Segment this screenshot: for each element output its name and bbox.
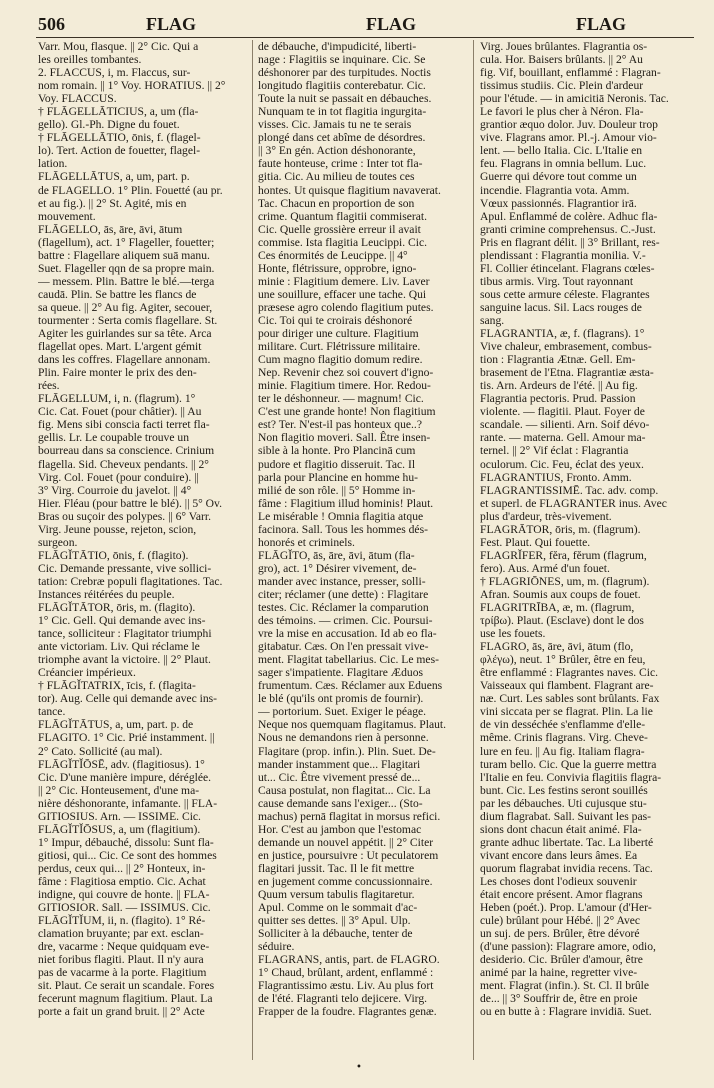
text-line: pas de vacarme à la porte. Flagitium — [38, 966, 207, 980]
text-line: Cic. Quelle grossière erreur il avait — [258, 222, 421, 236]
text-line: pudore et flagitio disseruit. Tac. Il — [258, 457, 416, 471]
page-number: 506 — [38, 14, 65, 34]
text-line: gitiosi, qui... Cic. Ce sont des hommes — [38, 848, 217, 862]
text-line: fig. Vif, bouillant, enflammé : Flagran- — [480, 66, 661, 80]
text-line: FLAGRANTIA, æ, f. (flagrans). 1° — [480, 327, 645, 341]
header-rule — [36, 37, 694, 38]
text-line: Heben (poét.). Prop. L'amour (d'Her- — [480, 901, 652, 915]
text-line: fig. Mens sibi conscia facti terret fla- — [38, 418, 210, 432]
text-line: φλέγω), neut. 1° Brûler, être en feu, — [480, 653, 646, 667]
text-line: Cic. D'une manière impure, déréglée. — [38, 770, 212, 784]
text-line: niet foribus flagiti. Plaut. Il n'y aura — [38, 953, 204, 967]
column-divider — [473, 40, 474, 1060]
text-line: FLAGRANS, antis, part. de FLAGRO. — [258, 953, 440, 967]
text-line: pour l'étude. — in amicitiā Neronis. Tac. — [480, 92, 669, 106]
text-line: pour diriger une culture. Flagitium — [258, 327, 419, 341]
text-line: rées. — [38, 379, 60, 393]
text-line: Varr. Mou, flasque. || 2° Cic. Qui a — [38, 40, 199, 53]
text-line: des témoins. — crimen. Cic. Poursui- — [258, 614, 433, 628]
text-line: Les choses dont l'odieux souvenir — [480, 875, 637, 888]
text-line: FLĀGELLUM, i, n. (flagrum). 1° — [38, 392, 196, 406]
text-line: vre la mise en accusation. Id ab eo fla- — [258, 627, 437, 641]
text-column-3 — [480, 40, 686, 1019]
text-line: Non flagitio moveri. Sall. Être insen- — [258, 431, 431, 445]
text-line: GITIOSIOR. Sall. — ISSIMUS. Cic. — [38, 901, 211, 915]
text-line: GITIOSIUS. Arn. — ISSIME. Cic. — [38, 809, 201, 823]
text-line: par les débauches. Uti cujusque stu- — [480, 796, 647, 810]
text-line: hontes. Ut quisque flagitium navaverat. — [258, 183, 441, 197]
text-line: milié de son rôle. || 5° Homme in- — [258, 483, 416, 497]
text-line: commise. Ista flagitia Leucippi. Cic. — [258, 235, 428, 249]
text-line: Frapper de la foudre. Flagrantes genæ. — [258, 1005, 437, 1019]
text-line: incendie. Flagrantia vota. Amm. — [480, 183, 630, 197]
text-line: rante. — materna. Gell. Amour ma- — [480, 431, 646, 445]
text-line: sous cette armure céleste. Flagrantes — [480, 287, 650, 301]
text-line: tance. — [38, 705, 66, 719]
text-line: fero). Aus. Armé d'un fouet. — [480, 561, 610, 575]
text-line: † FLĀGĬTATRIX, īcis, f. (flagita- — [38, 679, 196, 693]
text-column-1 — [38, 40, 244, 1019]
text-line: lure en feu. || Au fig. Italiam flagra- — [480, 744, 645, 758]
text-line: scandale. — silienti. Arn. Soif dévo- — [480, 418, 650, 432]
text-line: cule) brûlant pour Hébé. || 2° Avec — [480, 914, 641, 928]
text-line: τρίβω). Plaut. (Esclave) dont le dos — [480, 614, 644, 628]
text-line: cause demande sans l'exiger... (Sto- — [258, 796, 423, 810]
text-line: Virg. Joues brûlantes. Flagrantia os- — [480, 40, 648, 53]
text-line: visses. Cic. Jamais tu ne te serais — [258, 118, 412, 132]
text-line: Hor. C'est au jambon que l'estomac — [258, 822, 422, 836]
text-line: gitia. Cic. Au milieu de toutes ces — [258, 170, 415, 184]
text-line: quitter ses dettes. || 3° Apul. Ulp. — [258, 914, 411, 928]
text-line: FLĀGELLO, ās, āre, āvi, ātum — [38, 222, 183, 236]
text-line: dans les coffres. Flagellare annonam. — [38, 353, 211, 367]
text-line: ou en butte à : Flagrare invidiā. Suet. — [480, 1005, 652, 1019]
text-line: demande un nouvel appétit. || 2° Citer — [258, 835, 434, 849]
text-line: violente. — flagitii. Plaut. Foyer de — [480, 405, 645, 419]
text-line: Fest. Plaut. Qui fouette. — [480, 535, 591, 549]
text-line: † FLĀGELLĀTICIUS, a, um (fla- — [38, 105, 199, 119]
header-word-left: FLAG — [146, 14, 197, 34]
text-line: Solliciter à la débauche, tenter de — [258, 927, 413, 941]
text-line: tation: Crebræ populi flagitationes. Tac. — [38, 574, 223, 588]
text-line: citer; réclamer (une dette) : Flagitare — [258, 587, 429, 601]
text-line: clamation bruyante; par ext. esclan- — [38, 927, 204, 941]
text-line: en jugement comme concussionnaire. — [258, 875, 433, 888]
text-line: vivant encore dans leurs âmes. Ea — [480, 848, 638, 862]
text-line: triomphe avant la victoire. || 2° Plaut. — [38, 653, 211, 667]
text-line: battre : Flagellare aliquem suā manu. — [38, 248, 210, 262]
text-line: de vin desséchée s'enflamme d'elle- — [480, 718, 646, 732]
text-line: FLĀGĬTĀTUS, a, um, part. p. de — [38, 718, 194, 732]
text-line: dre, vacarme : Neque quidquam eve- — [38, 940, 210, 954]
text-line: indigne, qui couvre de honte. || FLA- — [38, 888, 210, 902]
text-line: Vive chaleur, embrasement, combus- — [480, 340, 652, 354]
text-line: minie : Flagitium demere. Liv. Laver — [258, 274, 430, 288]
text-line: tissimus studiis. Cic. Plein d'ardeur — [480, 79, 644, 93]
text-line: honorés et criminels. — [258, 535, 355, 549]
text-line: de l'été. Flagranti telo dejicere. Virg. — [258, 992, 428, 1006]
text-line: lo). Tert. Action de fouetter, flagel- — [38, 144, 201, 158]
text-line: et au fig.). || 2° St. Agité, mis en — [38, 196, 187, 210]
text-line: plendissant : Flagrantia monilia. V.- — [480, 248, 646, 262]
text-line: machus) pernā flagitat in morsus refici. — [258, 809, 441, 823]
text-line: mouvement. — [38, 209, 96, 223]
text-line: faute honteuse, crime : Inter tot fla- — [258, 157, 423, 171]
text-line: ment. Flagrat (infin.). St. Cl. Il brûle — [480, 979, 650, 993]
text-line: fâme : Flagitiosa emptio. Cic. Achat — [38, 875, 206, 888]
text-line: 3° Virg. Courroie du javelot. || 4° — [38, 483, 192, 497]
text-line: lation. — [38, 157, 68, 171]
header-word-center: FLAG — [366, 14, 417, 34]
text-line: parla pour Plancine en homme hu- — [258, 470, 419, 484]
text-line: FLAGRĀTOR, ōris, m. (flagrum). — [480, 522, 641, 536]
text-line: ment. Flagitat tabellarius. Cic. Le mes- — [258, 653, 439, 667]
text-line: quorum flagrabat invidia recens. Tac. — [480, 861, 653, 875]
text-line: FLAGRANTIUS, Fronto. Amm. — [480, 470, 632, 484]
text-line: Bras ou suçoir des polypes. || 6° Varr. — [38, 509, 211, 523]
text-line: nom romain. || 1° Voy. HORATIUS. || 2° — [38, 79, 226, 93]
text-line: caudā. Plin. Se battre les flancs de — [38, 287, 197, 301]
text-line: gello). Gl.-Ph. Digne du fouet. — [38, 118, 180, 132]
text-line: perdus, ceux qui... || 2° Honteux, in- — [38, 861, 206, 875]
header-word-right: FLAG — [576, 14, 627, 34]
text-line: † FLAGRIŌNES, um, m. (flagrum). — [480, 574, 650, 588]
text-line: longitudo flagitiis conterebatur. Cic. — [258, 79, 426, 93]
text-line: gro), act. 1° Désirer vivement, de- — [258, 561, 417, 575]
text-line: oculorum. Cic. Feu, éclat des yeux. — [480, 457, 644, 471]
text-line: était encore présent. Amor flagrans — [480, 888, 643, 902]
text-line: FLĀGĬTĬŌSUS, a, um (flagitium). — [38, 822, 201, 836]
text-line: Nunquam te in tot flagitia ingurgita- — [258, 105, 427, 119]
text-line: Apul. Enflammé de colère. Adhuc fla- — [480, 209, 658, 223]
text-line: FLAGRANTISSIMĒ. Tac. adv. comp. — [480, 483, 659, 497]
text-line: fâme : Flagitium illud hominis! Plaut. — [258, 496, 434, 510]
text-line: FLAGRĬFER, fĕra, fĕrum (flagrum, — [480, 548, 647, 562]
text-line: ante victoriam. Liv. Qui réclame le — [38, 640, 200, 654]
text-line: (d'une passion): Flagrare amore, odio, — [480, 940, 656, 954]
text-line: Plin. Faire monter le prix des den- — [38, 366, 197, 380]
text-line: dium flagrabat. Sall. Suivant les pas- — [480, 809, 651, 823]
text-line: Vœux passionnés. Flagrantior irā. — [480, 196, 637, 210]
column-divider — [252, 40, 253, 1060]
text-line: Voy. FLACCUS. — [38, 92, 117, 106]
text-line: cula. Hor. Baisers brûlants. || 2° Au — [480, 53, 643, 67]
text-line: Vaisseaux qui flambent. Flagrant are- — [480, 679, 654, 693]
text-line: bunt. Cic. Les festins seront souillés — [480, 783, 648, 797]
text-line: 1° Impur, débauché, dissolu: Sunt fla- — [38, 835, 214, 849]
text-line: Pris en flagrant délit. || 3° Brillant, res- — [480, 235, 660, 249]
text-line: ut... Cic. Être vivement pressé de... — [258, 770, 421, 784]
text-line: testes. Cic. Réclamer la comparution — [258, 601, 429, 615]
text-line: 2. FLACCUS, i, m. Flaccus, sur- — [38, 66, 191, 80]
text-line: — messem. Plin. Battre le blé.—terga — [38, 274, 215, 288]
text-line: granti crimine comprehensus. C.-Just. — [480, 222, 656, 236]
text-line: de FLAGELLO. 1° Plin. Fouetté (au pr. — [38, 183, 223, 197]
text-line: Virg. Col. Fouet (pour conduire). || — [38, 470, 199, 484]
text-line: grantior æquo dolor. Juv. Douleur trop — [480, 118, 658, 132]
text-column-2 — [258, 40, 464, 1019]
text-line: næ. Curt. Les sables sont brûlants. Fax — [480, 692, 660, 706]
text-line: brasement de l'Etna. Flagrantiæ æsta- — [480, 366, 654, 380]
text-line: flagitari jussit. Tac. Il le fit mettre — [258, 861, 415, 875]
page-header — [38, 14, 694, 38]
text-line: sang. — [480, 313, 505, 327]
text-line: sanguine lacus. Sil. Lacs rouges de — [480, 300, 642, 314]
text-line: FLĀGELLĀTUS, a, um, part. p. — [38, 170, 190, 184]
text-line: plongé dans cet abîme de désordres. — [258, 131, 426, 145]
text-line: Honte, flétrissure, opprobre, igno- — [258, 261, 417, 275]
text-line: Virg. Jeune pousse, rejeton, scion, — [38, 522, 197, 536]
text-line: 2° Cato. Sollicité (au mal). — [38, 744, 163, 758]
text-line: de débauche, d'impudicité, liberti- — [258, 40, 417, 53]
text-line: vini siccata per se flagrat. Plin. La lie — [480, 705, 653, 719]
text-line: vive. Flagrans amor. Pl.-j. Amour vio- — [480, 131, 657, 145]
text-line: mander instamment que... Flagitari — [258, 757, 421, 771]
text-line: militare. Curt. Flétrissure militaire. — [258, 340, 421, 354]
text-line: porte a fait un grand bruit. || 2° Acte — [38, 1005, 205, 1019]
text-line: Flagrantissimo æstu. Liv. Au plus fort — [258, 979, 434, 993]
text-line: FLĀGĬTĬŌSĒ, adv. (flagitiosus). 1° — [38, 757, 205, 771]
text-line: † FLĀGELLĀTIO, ōnis, f. (flagel- — [38, 131, 201, 145]
text-line: Causa postulat, non flagitat... Cic. La — [258, 783, 431, 797]
text-line: Afran. Soumis aux coups de fouet. — [480, 587, 641, 601]
text-line: ter le déshonneur. — magnum! Cic. — [258, 392, 424, 406]
text-line: Quum versum tabulis flagitaretur. — [258, 888, 415, 902]
text-line: Cic. Toi qui te croirais déshonoré — [258, 313, 413, 327]
text-line: use les fouets. — [480, 627, 546, 641]
text-line: plus d'ardeur, très-vivement. — [480, 509, 612, 523]
text-line: Tac. Chacun en proportion de son — [258, 196, 415, 210]
text-line: être enflammé : Flagrantes naves. Cic. — [480, 666, 659, 680]
text-line: 1° Cic. Gell. Qui demande avec ins- — [38, 614, 206, 628]
text-line: Toute la nuit se passait en débauches. — [258, 92, 432, 106]
text-line: FLĀGĬTĀTIO, ōnis, f. (flagito). — [38, 548, 189, 562]
text-line: lent. — bello Italia. Cic. L'Italie en — [480, 144, 643, 158]
text-line: déshonorer par des turpitudes. Noctis — [258, 66, 431, 80]
text-line: (flagellum), act. 1° Flageller, fouetter; — [38, 235, 215, 249]
text-line: grante adhuc libertate. Tac. La liberté — [480, 835, 654, 849]
text-line: Apul. Comme on le sommait d'ac- — [258, 901, 418, 915]
text-line: tion : Flagrantia Ætnæ. Gell. Em- — [480, 353, 636, 367]
text-line: || 2° Cic. Honteusement, d'une ma- — [38, 783, 200, 797]
text-line: de... || 3° Souffrir de, être en proie — [480, 992, 638, 1006]
text-line: tourmenter : Serta comis flagellare. St. — [38, 313, 218, 327]
text-line: turam bello. Cic. Que la guerre mettra — [480, 757, 657, 771]
text-line: même. Crinis flagrans. Virg. Cheve- — [480, 731, 648, 745]
text-line: mander avec instance, presser, solli- — [258, 574, 426, 588]
text-line: sa queue. || 2° Au fig. Agiter, secouer, — [38, 300, 213, 314]
text-line: tor). Aug. Celle qui demande avec ins- — [38, 692, 218, 706]
text-line: et superl. de FLAGRANTER inus. Avec — [480, 496, 667, 510]
text-line: sit. Plaut. Ce serait un scandale. Fores — [38, 979, 215, 993]
text-line: tis. Arn. Ardeurs de l'été. || Au fig. — [480, 379, 638, 393]
text-line: le blé (qu'ils ont promis de fournir). — [258, 692, 424, 706]
text-line: sager s'impatiente. Flagitare Æduos — [258, 666, 424, 680]
text-line: Instances réitérées du peuple. — [38, 587, 175, 601]
text-line: Cic. Cat. Fouet (pour châtier). || Au — [38, 405, 202, 419]
text-line: Hier. Fléau (pour battre le blé). || 5° Ov. — [38, 496, 222, 510]
text-line: Neque nos quemquam flagitamus. Plaut. — [258, 718, 447, 732]
text-line: FLĀGĬTĬUM, ii, n. (flagito). 1° Ré- — [38, 914, 206, 928]
text-line: flagellat opes. Mart. L'argent gémit — [38, 340, 202, 354]
text-line: C'est une grande honte! Non flagitium — [258, 405, 436, 419]
text-line: bourreau dans sa conscience. Crinium — [38, 444, 215, 458]
text-line: tibus armis. Virg. Tout rayonnant — [480, 274, 634, 288]
text-line: sible à la honte. Pro Plancinā cum — [258, 444, 416, 458]
text-line: Cic. Demande pressante, vive sollici- — [38, 561, 212, 575]
text-line: Suet. Flageller qqn de sa propre main. — [38, 261, 215, 275]
text-line: gellis. Lr. Le coupable trouve un — [38, 431, 189, 445]
text-line: facinora. Sall. Tous les hommes dés- — [258, 522, 428, 536]
text-line: FLĀGĬTO, ās, āre, āvi, ātum (fla- — [258, 548, 415, 562]
text-line: Flagrantia pectoris. Prud. Passion — [480, 392, 636, 406]
text-line: || 3° En gén. Action déshonorante, — [258, 144, 416, 158]
text-line: minie. Flagitium timere. Hor. Redou- — [258, 379, 431, 393]
text-line: Guerre qui dévore tout comme un — [480, 170, 637, 184]
text-line: Le favori le plus cher à Néron. Fla- — [480, 105, 644, 119]
text-line: Fl. Collier étincelant. Flagrans cœles- — [480, 261, 655, 275]
text-line: desiderio. Cic. Brûler d'amour, être — [480, 953, 643, 967]
text-line: ternel. || 2° Vif éclat : Flagrantia — [480, 444, 629, 458]
text-line: crime. Quantum flagitii commiserat. — [258, 209, 428, 223]
text-line: les oreilles tombantes. — [38, 53, 142, 67]
text-line: tance, solliciteur : Flagitator triumphi — [38, 627, 212, 641]
text-line: sions dont chacun était animé. Fla- — [480, 822, 642, 836]
text-line: nage : Flagitiis se inquinare. Cic. Se — [258, 53, 426, 67]
text-line: feu. Flagrans in omnia bellum. Luc. — [480, 157, 647, 171]
text-line: Nous ne demandons rien à personne. — [258, 731, 429, 745]
text-line: — portorium. Suet. Exiger le péage. — [258, 705, 427, 719]
text-line: Créancier impérieux. — [38, 666, 136, 680]
text-line: Agiter les guirlandes sur sa tête. Arca — [38, 327, 212, 341]
text-line: Nep. Revenir chez soi couvert d'igno- — [258, 366, 434, 380]
text-line: Cum magno flagitio domum redire. — [258, 353, 423, 367]
text-line: surgeon. — [38, 535, 78, 549]
text-line: l'Italie en feu. Convivia flagitiis flagra- — [480, 770, 662, 784]
text-line: nière déshonorante, infamante. || FLA- — [38, 796, 218, 810]
text-line: 1° Chaud, brûlant, ardent, enflammé : — [258, 966, 434, 980]
text-line: un suj. de pers. Brûler, être dévoré — [480, 927, 640, 941]
text-line: FLAGRITRĪBA, æ, m. (flagrum, — [480, 601, 635, 615]
text-line: Ces énormités de Leucippe. || 4° — [258, 248, 408, 262]
footer-mark: • — [356, 1062, 362, 1073]
text-line: en justice, poursuivre : Ut peculatorem — [258, 848, 439, 862]
text-line: une souillure, effacer une tache. Qui — [258, 287, 427, 301]
text-line: Flagitare (prop. infin.). Plin. Suet. De- — [258, 744, 436, 758]
text-line: FLAGRO, ās, āre, āvi, ātum (flo, — [480, 640, 634, 654]
text-line: est? Ter. N'est-il pas honteux que..? — [258, 418, 422, 432]
text-line: animé par la haine, regretter vive- — [480, 966, 638, 980]
text-line: Le misérable ! Omnia flagitia atque — [258, 509, 424, 523]
text-line: frumentum. Cæs. Réclamer aux Eduens — [258, 679, 443, 693]
text-line: FLĀGĬTĀTOR, ōris, m. (flagito). — [38, 601, 196, 615]
text-line: flagella. Sid. Cheveux pendants. || 2° — [38, 457, 209, 471]
text-line: gitabatur. Cæs. On l'en pressait vive- — [258, 640, 429, 654]
text-line: præsese agro colendo flagitium putes. — [258, 300, 434, 314]
text-line: FLAGITO. 1° Cic. Prié instamment. || — [38, 731, 215, 745]
text-line: séduire. — [258, 940, 295, 954]
text-line: fecerunt magnum flagitium. Plaut. La — [38, 992, 213, 1006]
